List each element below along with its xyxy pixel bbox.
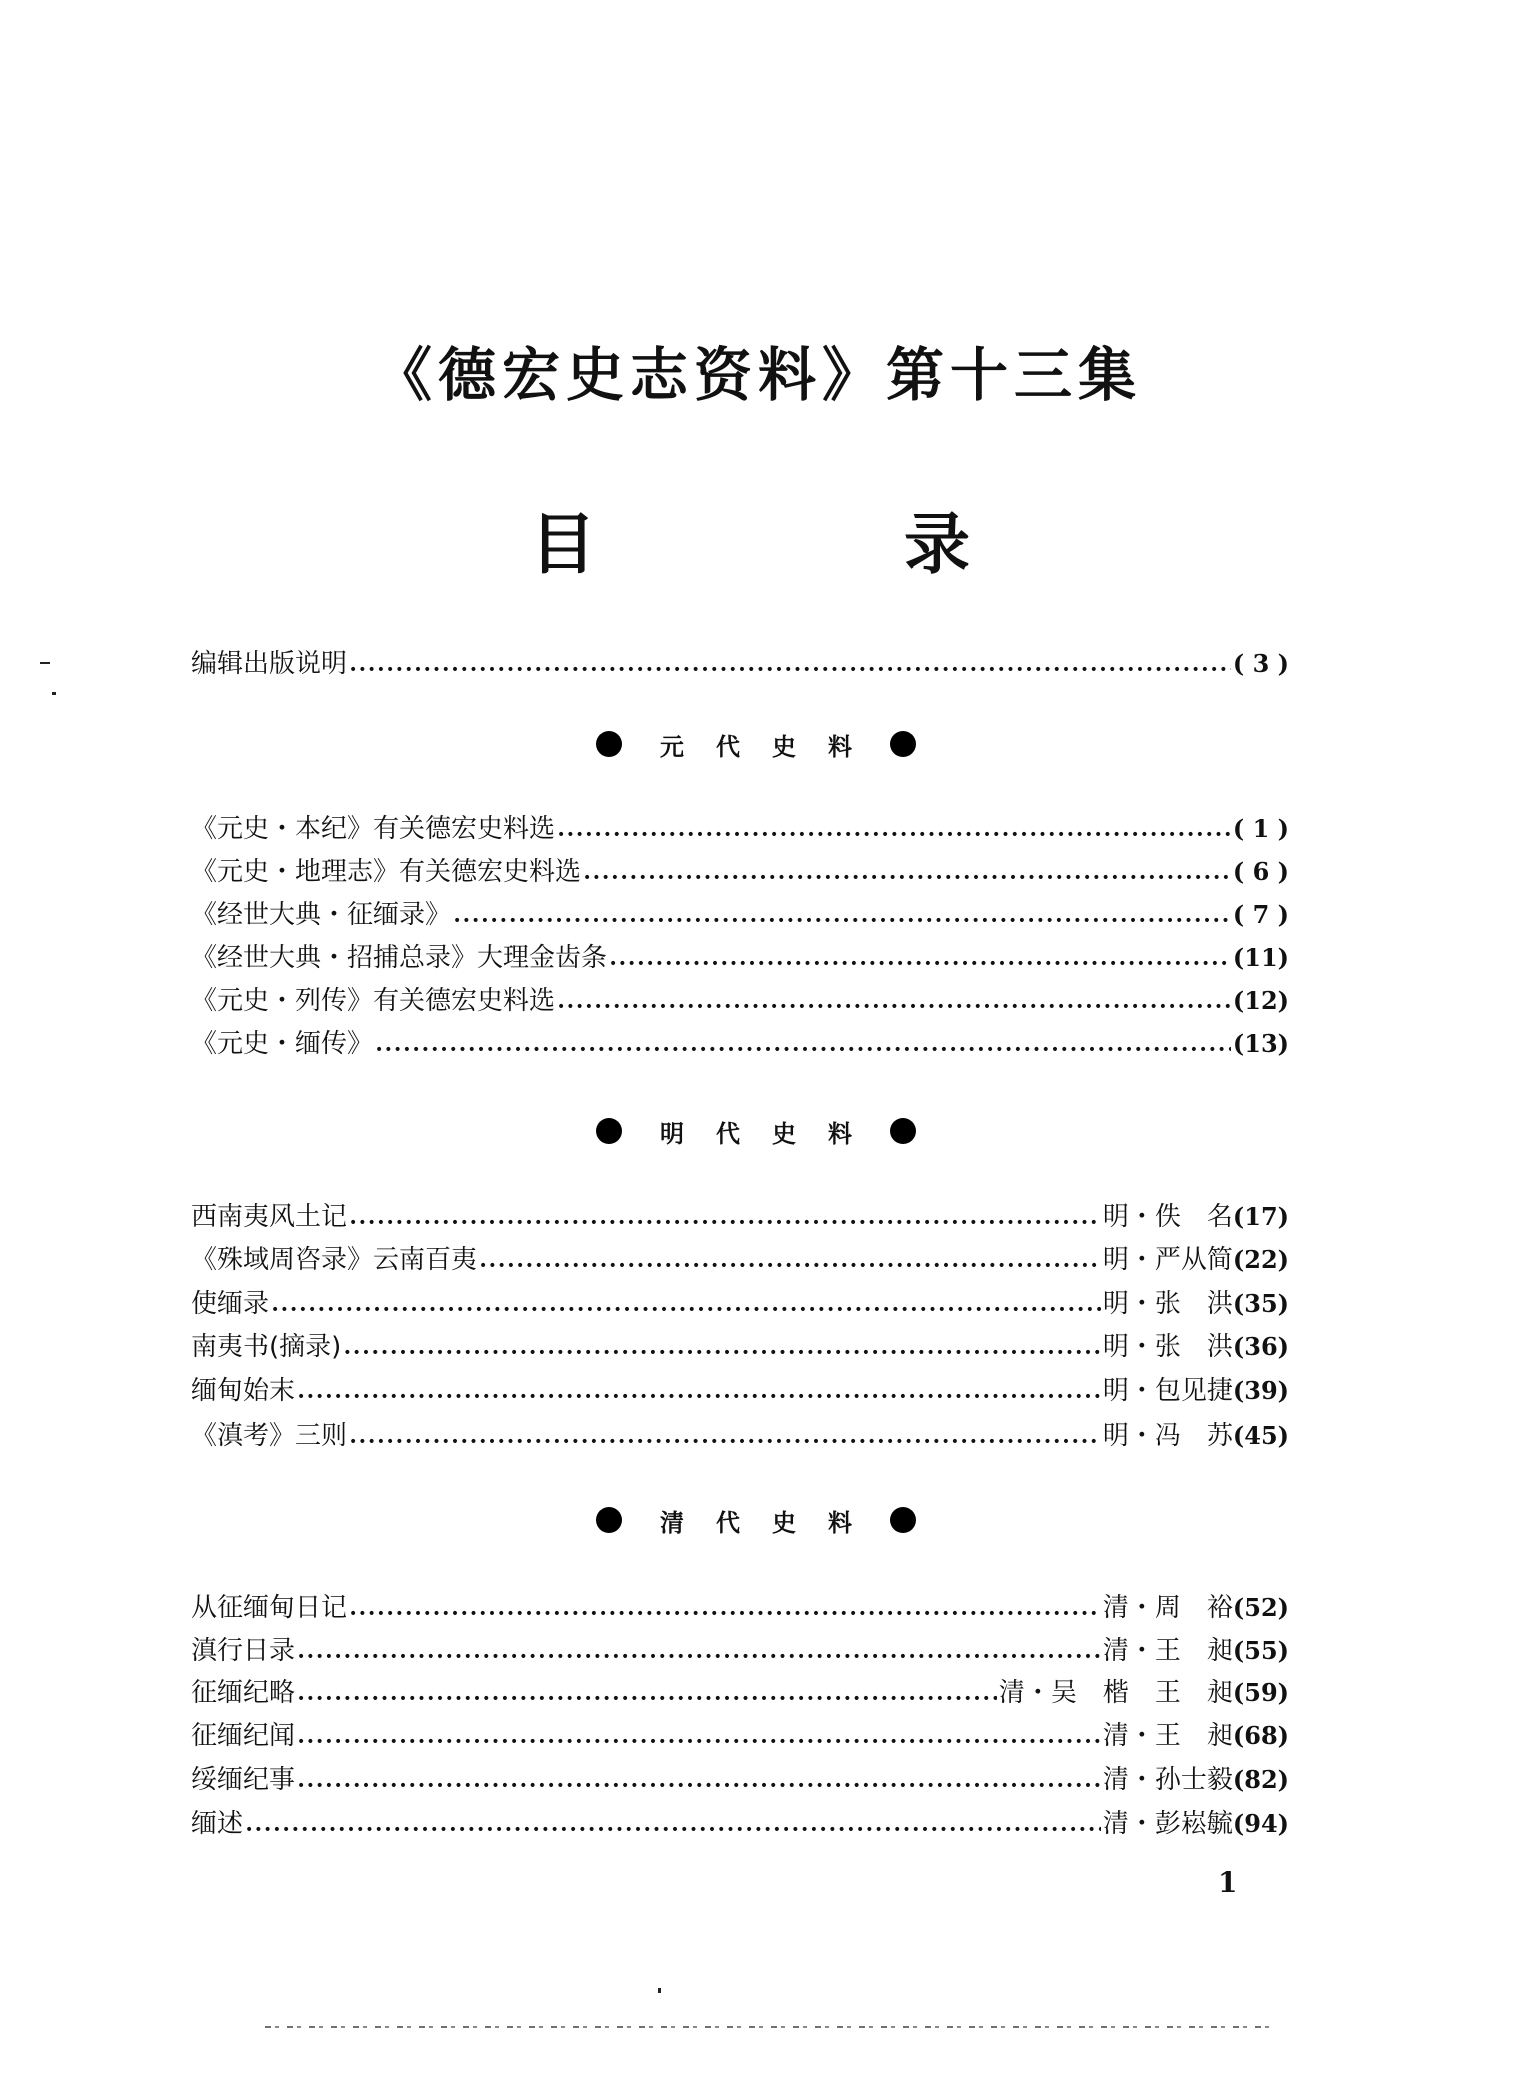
scan-speck (658, 1988, 661, 1993)
entry-title: 南夷书(摘录) (191, 1332, 342, 1362)
toc-entry[interactable] (191, 1330, 1289, 1364)
entry-page: ( 7 ) (1232, 900, 1289, 929)
dot-leader (297, 1688, 997, 1710)
toc-entry[interactable] (191, 1807, 1289, 1841)
dot-leader (297, 1646, 1101, 1668)
entry-title: 《经世大典・招捕总录》大理金齿条 (191, 943, 608, 973)
heading-char: 元 (660, 732, 684, 761)
bullet-icon (596, 731, 622, 757)
dot-leader (479, 1255, 1101, 1277)
entry-title: 西南夷风土记 (191, 1202, 348, 1232)
dot-leader (271, 1299, 1101, 1321)
scan-speck (52, 692, 56, 695)
entry-author: 清・王 昶 (1102, 1636, 1233, 1666)
dot-leader (245, 1819, 1101, 1841)
entry-author: 明・严从简 (1102, 1245, 1233, 1275)
dot-leader (583, 867, 1231, 889)
entry-title: 滇行日录 (191, 1636, 296, 1666)
dot-leader (557, 824, 1231, 846)
toc-entry[interactable] (191, 941, 1289, 975)
entry-page: (12) (1232, 986, 1289, 1015)
toc-entry[interactable] (191, 984, 1289, 1018)
toc-entry[interactable] (191, 1634, 1289, 1668)
entry-title: 《殊域周咨录》云南百夷 (191, 1245, 478, 1275)
entry-author: 清・吴 楷 王 昶 (998, 1678, 1233, 1708)
toc-entry[interactable] (191, 1374, 1289, 1408)
entry-title: 《元史・地理志》有关德宏史料选 (191, 857, 582, 887)
heading-char: 史 (772, 732, 796, 761)
entry-page: (39) (1232, 1376, 1289, 1405)
entry-page: ( 1 ) (1232, 814, 1289, 843)
heading-char: 料 (828, 732, 852, 761)
toc-entry[interactable] (191, 898, 1289, 932)
entry-author: 清・彭崧毓 (1102, 1809, 1233, 1839)
toc-entry[interactable] (191, 812, 1289, 846)
toc-heading (530, 505, 970, 585)
entry-page: (36) (1232, 1332, 1289, 1361)
entry-page: (35) (1232, 1289, 1289, 1318)
heading-char: 史 (772, 1508, 796, 1537)
toc-entry[interactable] (191, 855, 1289, 889)
bullet-icon (890, 1507, 916, 1533)
toc-entry[interactable] (191, 1419, 1289, 1453)
entry-page: (94) (1232, 1809, 1289, 1838)
entry-page: (52) (1232, 1593, 1289, 1622)
toc-heading-char: 目 (530, 506, 596, 583)
entry-title: 使缅录 (191, 1289, 270, 1319)
dot-leader (297, 1775, 1101, 1797)
toc-entry-preface[interactable] (191, 647, 1289, 681)
dot-leader (375, 1039, 1231, 1061)
toc-entry[interactable] (191, 1243, 1289, 1277)
scan-artifact-line (265, 2026, 1275, 2028)
dot-leader (297, 1731, 1101, 1753)
entry-page: (45) (1232, 1421, 1289, 1450)
entry-author: 明・张 洪 (1102, 1332, 1233, 1362)
bullet-icon (890, 1118, 916, 1144)
entry-author: 明・冯 苏 (1102, 1421, 1233, 1451)
entry-title: 征缅纪闻 (191, 1721, 296, 1751)
dot-leader (453, 910, 1231, 932)
heading-char: 代 (716, 1508, 740, 1537)
dot-leader (349, 1603, 1101, 1625)
entry-page: (13) (1232, 1029, 1289, 1058)
entry-title: 《元史・本纪》有关德宏史料选 (191, 814, 556, 844)
entry-author: 明・包见捷 (1102, 1376, 1233, 1406)
entry-author: 明・张 洪 (1102, 1289, 1233, 1319)
entry-page: ( 3 ) (1232, 649, 1289, 678)
heading-char: 史 (772, 1119, 796, 1148)
entry-author: 清・周 裕 (1102, 1593, 1233, 1623)
entry-page: ( 6 ) (1232, 857, 1289, 886)
entry-title: 《经世大典・征缅录》 (191, 900, 452, 930)
dot-leader (297, 1386, 1101, 1408)
entry-title: 绥缅纪事 (191, 1765, 296, 1795)
bullet-icon (890, 731, 916, 757)
page-number: 1 (1218, 1866, 1238, 1899)
dot-leader (557, 996, 1231, 1018)
heading-char: 代 (716, 1119, 740, 1148)
entry-page: (55) (1232, 1636, 1289, 1665)
toc-entry[interactable] (191, 1763, 1289, 1797)
entry-author: 清・王 昶 (1102, 1721, 1233, 1751)
section-heading-yuan (596, 724, 916, 764)
dot-leader (349, 1431, 1101, 1453)
dot-leader (609, 953, 1231, 975)
entry-title: 缅甸始末 (191, 1376, 296, 1406)
heading-char: 明 (660, 1119, 684, 1148)
heading-char: 料 (828, 1508, 852, 1537)
entry-title: 从征缅甸日记 (191, 1593, 348, 1623)
entry-title: 缅述 (191, 1809, 244, 1839)
entry-title: 《元史・缅传》 (191, 1029, 374, 1059)
section-heading-qing (596, 1500, 916, 1540)
entry-page: (17) (1232, 1202, 1289, 1231)
dot-leader (349, 1212, 1101, 1234)
entry-page: (68) (1232, 1721, 1289, 1750)
toc-entry[interactable] (191, 1027, 1289, 1061)
heading-char: 料 (828, 1119, 852, 1148)
dot-leader (349, 659, 1231, 681)
heading-char: 代 (716, 732, 740, 761)
entry-title: 编辑出版说明 (191, 649, 348, 679)
dot-leader (343, 1342, 1101, 1364)
entry-title: 《滇考》三则 (191, 1421, 348, 1451)
book-title: 《德宏史志资料》第十三集 (373, 341, 1142, 409)
entry-page: (11) (1232, 943, 1289, 972)
bullet-icon (596, 1507, 622, 1533)
section-heading-ming (596, 1111, 916, 1151)
entry-title: 《元史・列传》有关德宏史料选 (191, 986, 556, 1016)
toc-entry[interactable] (191, 1287, 1289, 1321)
entry-title: 征缅纪略 (191, 1678, 296, 1708)
entry-page: (59) (1232, 1678, 1289, 1707)
entry-author: 明・佚 名 (1102, 1202, 1233, 1232)
toc-entry[interactable] (191, 1719, 1289, 1753)
bullet-icon (596, 1118, 622, 1144)
entry-author: 清・孙士毅 (1102, 1765, 1233, 1795)
toc-heading-char: 录 (904, 506, 970, 583)
toc-entry[interactable] (191, 1591, 1289, 1625)
entry-page: (82) (1232, 1765, 1289, 1794)
toc-entry[interactable] (191, 1676, 1289, 1710)
scan-speck (40, 662, 50, 664)
heading-char: 清 (660, 1508, 684, 1537)
toc-entry[interactable] (191, 1200, 1289, 1234)
entry-page: (22) (1232, 1245, 1289, 1274)
